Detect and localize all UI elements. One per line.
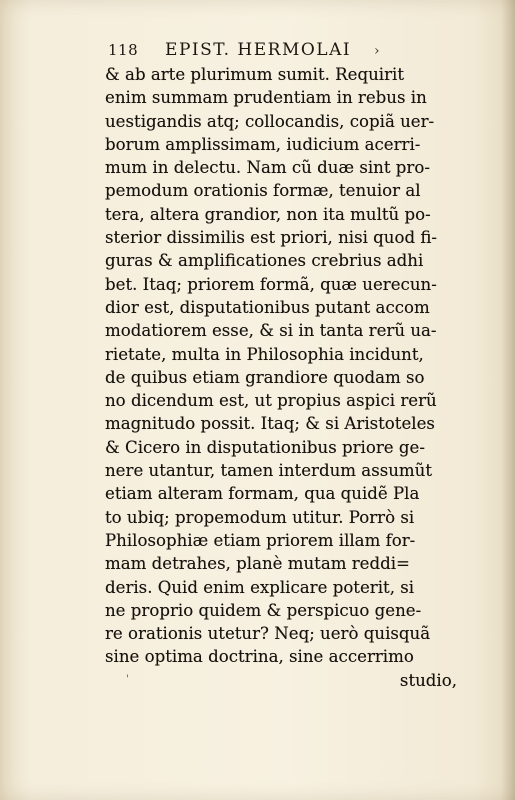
text-line: sine optima doctrina, sine accerrimo bbox=[105, 647, 414, 667]
catchword-line: studio, bbox=[399, 670, 457, 690]
text-line: mum in delectu. Nam cũ duæ sint pro- bbox=[105, 158, 430, 178]
text-line: dior est, disputationibus putant accom bbox=[105, 297, 430, 317]
running-title: EPIST. HERMOLAI bbox=[165, 40, 352, 60]
text-line: re orationis utetur? Neq; uerò quisquã bbox=[105, 624, 431, 644]
text-line: modatiorem esse, & si in tanta rerũ ua- bbox=[105, 321, 437, 341]
text-line: & Cicero in disputationibus priore ge- bbox=[105, 437, 425, 457]
body-text bbox=[105, 63, 465, 692]
text-line: guras & amplificationes crebrius adhi bbox=[105, 251, 424, 271]
text-line: tera, altera grandior, non ita multũ po- bbox=[105, 204, 431, 224]
text-line: enim summam prudentiam in rebus in bbox=[105, 88, 427, 108]
text-line: sterior dissimilis est priori, nisi quod fi- bbox=[105, 228, 438, 248]
page-gutter-shadow bbox=[501, 0, 515, 800]
text-line: no dicendum est, ut propius aspici rerũ bbox=[105, 391, 437, 411]
text-line: de quibus etiam grandiore quodam so bbox=[105, 367, 425, 387]
header-ornament: › bbox=[373, 43, 382, 59]
text-line: etiam alteram formam, qua quidẽ Pla bbox=[105, 484, 420, 504]
text-line: ne proprio quidem & perspicuo gene- bbox=[105, 600, 422, 620]
text-line: mam detrahes, planè mutam reddi= bbox=[105, 554, 410, 574]
text-line: magnitudo possit. Itaq; & si Aristoteles bbox=[105, 414, 435, 434]
text-line: rietate, multa in Philosophia incidunt, bbox=[105, 344, 424, 364]
text-line: bet. Itaq; priorem formã, quæ uerecun- bbox=[105, 274, 437, 294]
margin-mark: ' bbox=[126, 674, 129, 685]
text-line: uestigandis atq; collocandis, copiã uer- bbox=[105, 111, 435, 131]
text-line: to ubiq; propemodum utitur. Porrò si bbox=[105, 507, 415, 527]
text-line: deris. Quid enim explicare poterit, si bbox=[105, 577, 415, 597]
page-header bbox=[108, 40, 448, 62]
text-line: nere utantur, tamen interdum assumũt bbox=[105, 461, 432, 481]
text-line: borum amplissimam, iudicium acerri- bbox=[105, 134, 421, 154]
text-line: pemodum orationis formæ, tenuior al bbox=[105, 181, 421, 201]
text-line: Philosophiæ etiam priorem illam for- bbox=[105, 530, 416, 550]
text-line: & ab arte plurimum sumit. Requirit bbox=[105, 65, 405, 84]
page-number: 118 bbox=[108, 41, 139, 59]
